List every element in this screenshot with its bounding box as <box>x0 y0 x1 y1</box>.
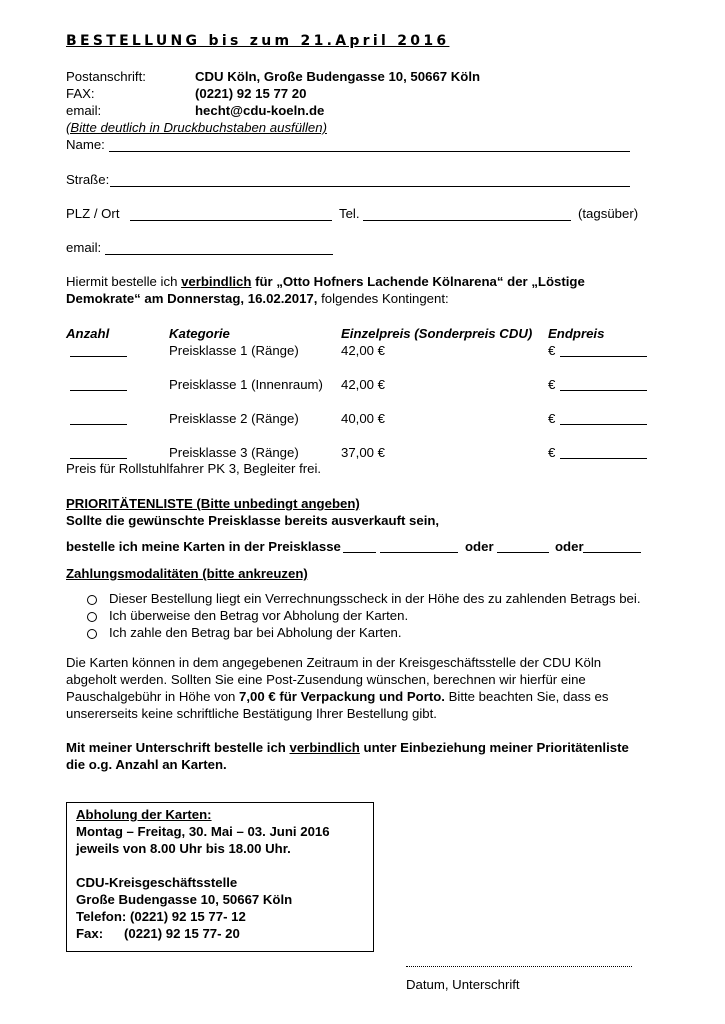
rollstuhl-note: Preis für Rollstuhlfahrer PK 3, Begleiter frei. <box>66 461 322 476</box>
statement-text: unter Einbeziehung meiner Prioritätenliste <box>359 740 629 755</box>
priority-field-2[interactable] <box>497 552 549 553</box>
info-text: Bitte beachten Sie, dass es <box>444 689 609 704</box>
payment-checkbox[interactable] <box>87 595 97 605</box>
einzelpreis-cell: 40,00 € <box>341 411 385 426</box>
header-endpreis: Endpreis <box>548 326 605 341</box>
office-address: Große Budengasse 10, 50667 Köln <box>76 892 293 907</box>
name-label: Name: <box>66 137 105 152</box>
endpreis-field[interactable] <box>560 424 647 425</box>
info-line-3 <box>66 689 608 704</box>
fill-instruction: (Bitte deutlich in Druckbuchstaben ausfüllen) <box>66 120 327 135</box>
euro-sign: € <box>548 343 556 358</box>
endpreis-field[interactable] <box>560 458 647 459</box>
plz-ort-field[interactable] <box>130 220 332 221</box>
pickup-hours: jeweils von 8.00 Uhr bis 18.00 Uhr. <box>76 841 291 856</box>
strasse-field[interactable] <box>110 186 630 187</box>
priority-field-3[interactable] <box>583 552 641 553</box>
fax-value: (0221) 92 15 77 20 <box>195 86 307 101</box>
payment-option: Ich überweise den Betrag vor Abholung der Karten. <box>109 608 409 623</box>
postanschrift-label: Postanschrift: <box>66 69 146 84</box>
event-date: Demokrate“ am Donnerstag, 16.02.2017, <box>66 291 318 306</box>
signature-line[interactable] <box>406 966 632 967</box>
plz-ort-label: PLZ / Ort <box>66 206 120 221</box>
office-fax-value: (0221) 92 15 77- 20 <box>124 926 240 941</box>
info-line-2: abgeholt werden. Sollten Sie eine Post-Zusendung wünschen, berechnen wir hierfür eine <box>66 672 586 687</box>
order-line-1 <box>66 274 585 289</box>
einzelpreis-cell: 37,00 € <box>341 445 385 460</box>
priority-heading: PRIORITÄTENLISTE (Bitte unbedingt angeben) <box>66 496 360 511</box>
euro-sign: € <box>548 445 556 460</box>
einzelpreis-cell: 42,00 € <box>341 343 385 358</box>
priority-field-1a[interactable] <box>343 552 376 553</box>
priority-line-1: Sollte die gewünschte Preisklasse bereits ausverkauft sein, <box>66 513 440 528</box>
priority-field-1b[interactable] <box>380 552 458 553</box>
email-label: email: <box>66 103 102 118</box>
payment-heading: Zahlungsmodalitäten (bitte ankreuzen) <box>66 566 308 581</box>
signature-statement-2: die o.g. Anzahl an Karten. <box>66 757 227 772</box>
office-name: CDU-Kreisgeschäftsstelle <box>76 875 238 890</box>
name-field[interactable] <box>109 151 630 152</box>
info-line-1: Die Karten können in dem angegebenen Zeitraum in der Kreisgeschäftsstelle der CDU Köln <box>66 655 602 670</box>
postanschrift-value: CDU Köln, Große Budengasse 10, 50667 Köln <box>195 69 481 84</box>
oder-label-2: oder <box>555 539 584 554</box>
statement-text: Mit meiner Unterschrift bestelle ich <box>66 740 290 755</box>
anzahl-field[interactable] <box>70 390 127 391</box>
tel-label: Tel. <box>339 206 360 221</box>
email-value[interactable]: hecht@cdu-koeln.de <box>195 103 325 118</box>
signature-label: Datum, Unterschrift <box>406 977 520 992</box>
order-text-part: Hiermit bestelle ich <box>66 274 182 289</box>
payment-option: Dieser Bestellung liegt ein Verrechnungsscheck in der Höhe des zu zahlenden Betrags bei. <box>109 591 641 606</box>
pickup-heading: Abholung der Karten: <box>76 807 212 822</box>
email-form-label: email: <box>66 240 102 255</box>
pickup-days: Montag – Freitag, 30. Mai – 03. Juni 2016 <box>76 824 330 839</box>
payment-checkbox[interactable] <box>87 629 97 639</box>
order-line-2 <box>66 291 449 306</box>
fax-label: FAX: <box>66 86 95 101</box>
euro-sign: € <box>548 411 556 426</box>
pickup-box <box>66 802 374 952</box>
office-fax-label: Fax: <box>76 926 104 941</box>
payment-checkbox[interactable] <box>87 612 97 622</box>
page-title: BESTELLUNG bis zum 21.April 2016 <box>66 33 450 49</box>
anzahl-field[interactable] <box>70 424 127 425</box>
endpreis-field[interactable] <box>560 390 647 391</box>
einzelpreis-cell: 42,00 € <box>341 377 385 392</box>
payment-option: Ich zahle den Betrag bar bei Abholung der Karten. <box>109 625 402 640</box>
strasse-label: Straße: <box>66 172 110 187</box>
info-line-4: unsererseits keine schriftliche Bestätigung Ihrer Bestellung gibt. <box>66 706 437 721</box>
order-text-rest: folgendes Kontingent: <box>317 291 449 306</box>
kategorie-cell: Preisklasse 1 (Ränge) <box>169 343 299 358</box>
office-phone: Telefon: (0221) 92 15 77- 12 <box>76 909 246 924</box>
event-title: für „Otto Hofners Lachende Kölnarena“ der „Löstige <box>251 274 585 289</box>
anzahl-field[interactable] <box>70 356 127 357</box>
header-einzelpreis: Einzelpreis (Sonderpreis CDU) <box>341 326 533 341</box>
kategorie-cell: Preisklasse 1 (Innenraum) <box>169 377 323 392</box>
tel-field[interactable] <box>363 220 571 221</box>
kategorie-cell: Preisklasse 2 (Ränge) <box>169 411 299 426</box>
endpreis-field[interactable] <box>560 356 647 357</box>
header-anzahl: Anzahl <box>66 326 110 341</box>
priority-line-2: bestelle ich meine Karten in der Preisklasse <box>66 539 341 554</box>
verbindlich-emphasis: verbindlich <box>181 274 252 289</box>
euro-sign: € <box>548 377 556 392</box>
info-text: Pauschalgebühr in Höhe von <box>66 689 240 704</box>
anzahl-field[interactable] <box>70 458 127 459</box>
kategorie-cell: Preisklasse 3 (Ränge) <box>169 445 299 460</box>
header-kategorie: Kategorie <box>169 326 230 341</box>
oder-label-1: oder <box>465 539 494 554</box>
fee-emphasis: 7,00 € für Verpackung und Porto. <box>239 689 445 704</box>
verbindlich-emphasis: verbindlich <box>289 740 360 755</box>
tagsueber-label: (tagsüber) <box>578 206 639 221</box>
email-field[interactable] <box>105 254 333 255</box>
signature-statement-1 <box>66 740 629 755</box>
